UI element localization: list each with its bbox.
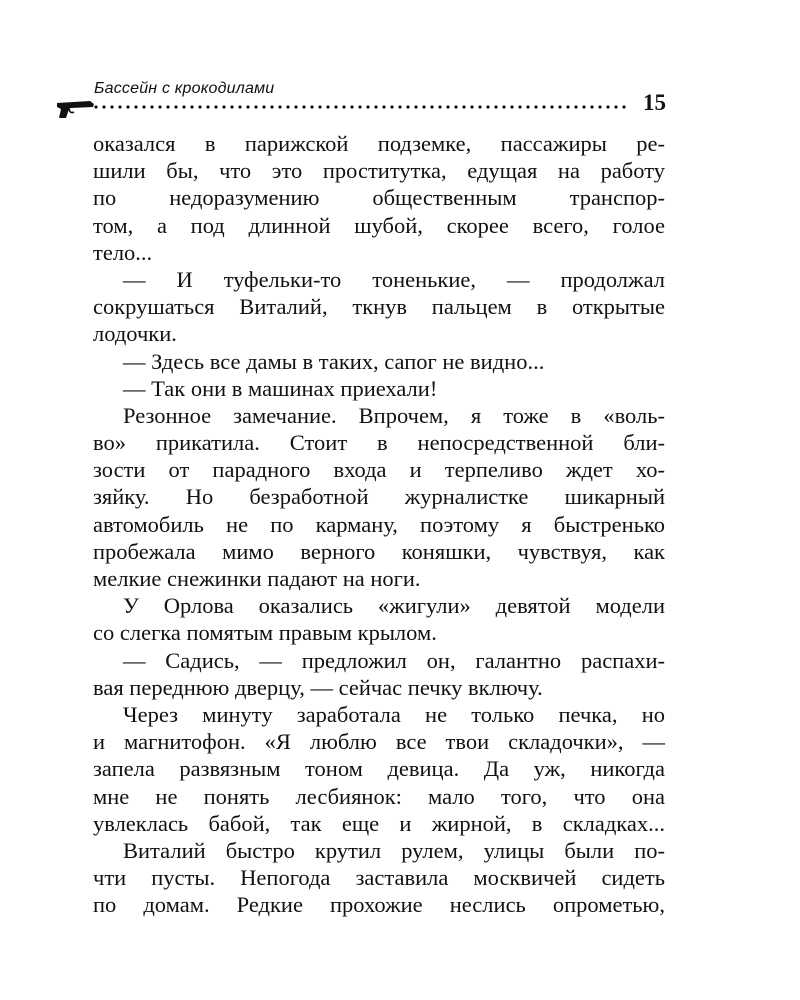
text-line: Через минуту заработала не только печка, но — [123, 701, 665, 727]
text-line: У Орлова оказались «жигули» девятой модели — [123, 593, 665, 619]
text-line: вая переднюю дверцу, — сейчас печку включу. — [93, 674, 543, 700]
text-line: — Так они в машинах приехали! — [123, 375, 438, 401]
text-line: мелкие снежинки падают на ноги. — [93, 566, 421, 591]
text-line: — И туфельки-то тоненькие, — продолжал — [123, 266, 665, 292]
text-line: Резонное замечание. Впрочем, я тоже в «воль- — [123, 402, 665, 428]
page-number: 15 — [643, 90, 666, 115]
text-line: со слегка помятым правым крылом. — [93, 620, 437, 646]
text-line: Виталий быстро крутил рулем, улицы были по- — [123, 837, 665, 863]
text-line: оказался в парижской подземке, пассажиры ре- — [93, 131, 665, 156]
text-line: шили бы, что это проститутка, едущая на работу — [93, 158, 665, 184]
text-line: сокрушаться Виталий, ткнув пальцем в открытые — [93, 294, 665, 320]
text-line: мне не понять лесбиянок: мало того, что она — [93, 783, 665, 809]
text-line: тело... — [93, 239, 153, 265]
text-line: увлеклась бабой, так еще и жирной, в складках... — [93, 810, 665, 836]
text-line: — Здесь все дамы в таких, сапог не видно... — [123, 348, 545, 374]
text-line: — Садись, — предложил он, галантно распахи- — [123, 647, 665, 673]
body-text — [93, 130, 665, 918]
book-title: Бассейн с крокодилами — [94, 80, 275, 97]
pistol-icon — [56, 96, 96, 120]
text-line: и магнитофон. «Я люблю все твои складочки», — — [93, 729, 665, 755]
text-line: по недоразумению общественным транспор- — [93, 185, 665, 211]
text-line: по домам. Редкие прохожие неслись опрометью, — [93, 892, 665, 918]
text-line: чти пусты. Непогода заставила москвичей сидеть — [93, 865, 665, 891]
text-line: запела развязным тоном девица. Да уж, никогда — [93, 756, 665, 782]
text-line: во» прикатила. Стоит в непосредственной бли- — [93, 430, 665, 456]
text-line: автомобиль не по карману, поэтому я быстренько — [93, 511, 665, 537]
text-line: том, а под длинной шубой, скорее всего, голое — [93, 212, 665, 238]
text-line: лодочки. — [93, 321, 177, 347]
text-line: зяйку. Но безработной журналистке шикарный — [93, 484, 665, 510]
running-header — [56, 78, 668, 122]
dot-leader — [92, 105, 628, 109]
text-line: зости от парадного входа и терпеливо ждет хо- — [93, 457, 665, 483]
text-line: пробежала мимо верного коняшки, чувствуя, как — [93, 538, 665, 564]
